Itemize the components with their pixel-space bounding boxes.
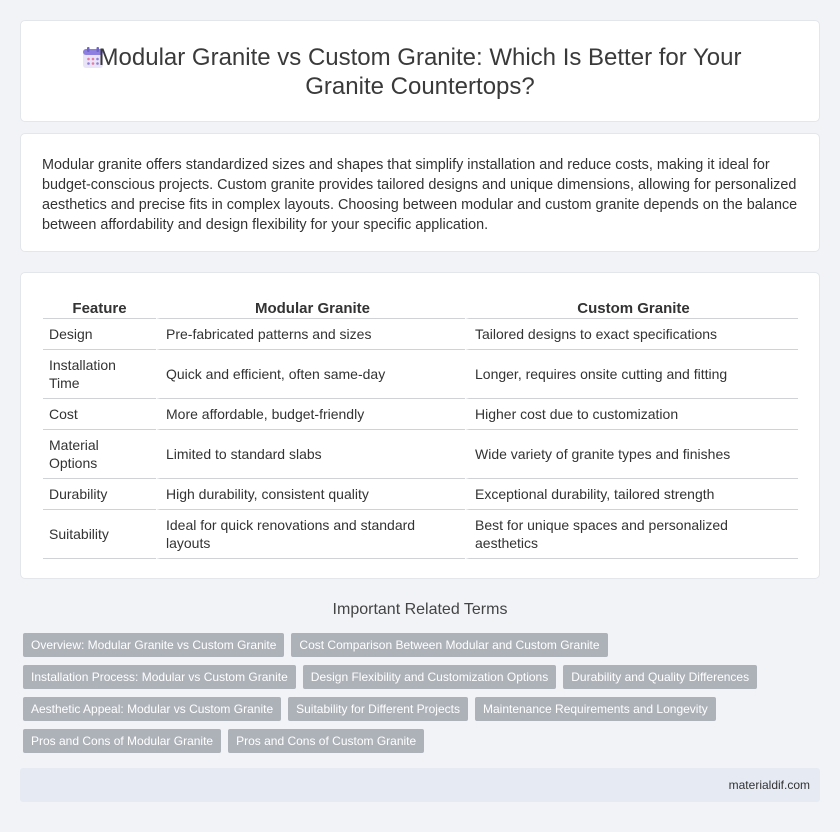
table-cell-modular: Ideal for quick renovations and standard layouts [156,510,465,559]
related-term-tag[interactable]: Cost Comparison Between Modular and Custom Granite [291,633,607,657]
page-title [21,43,819,101]
column-header-custom: Custom Granite [465,295,798,319]
footer [20,768,820,802]
table-row [43,350,798,399]
comparison-table-card [20,272,820,579]
tag-row [23,729,823,753]
related-terms-heading: Important Related Terms [332,601,508,618]
table-cell-feature: Design [43,319,156,350]
table-cell-custom: Higher cost due to customization [465,399,798,430]
table-cell-custom: Exceptional durability, tailored strength [465,479,798,510]
related-term-tag[interactable]: Suitability for Different Projects [288,697,468,721]
table-row [43,479,798,510]
table-cell-modular: High durability, consistent quality [156,479,465,510]
related-term-tag[interactable]: Maintenance Requirements and Longevity [475,697,716,721]
related-term-tag[interactable]: Overview: Modular Granite vs Custom Granite [23,633,284,657]
table-cell-modular: Limited to standard slabs [156,430,465,479]
related-term-tag[interactable]: Pros and Cons of Modular Granite [23,729,221,753]
related-term-tag[interactable]: Durability and Quality Differences [563,665,757,689]
table-header-row [43,295,798,319]
footer-site-link[interactable]: materialdif.com [728,778,810,792]
table-cell-modular: More affordable, budget-friendly [156,399,465,430]
table-row [43,319,798,350]
table-cell-custom: Longer, requires onsite cutting and fitting [465,350,798,399]
table-cell-feature: Durability [43,479,156,510]
table-cell-feature: Material Options [43,430,156,479]
table-row [43,399,798,430]
related-term-tag[interactable]: Aesthetic Appeal: Modular vs Custom Granite [23,697,281,721]
table-cell-custom: Wide variety of granite types and finishes [465,430,798,479]
table-row [43,430,798,479]
table-cell-feature: Installation Time [43,350,156,399]
table-cell-feature: Cost [43,399,156,430]
table-cell-feature: Suitability [43,510,156,559]
table-cell-modular: Quick and efficient, often same-day [156,350,465,399]
related-term-tag[interactable]: Design Flexibility and Customization Options [303,665,556,689]
tag-row [23,697,823,721]
table-cell-custom: Best for unique spaces and personalized aesthetics [465,510,798,559]
page-title-line-2: Granite Countertops? [305,73,535,100]
table-cell-modular: Pre-fabricated patterns and sizes [156,319,465,350]
table-row [43,510,798,559]
tag-row [23,665,823,689]
page-title-line-1: Modular Granite vs Custom Granite: Which Is Better for Your [98,44,742,71]
related-term-tag[interactable]: Installation Process: Modular vs Custom Granite [23,665,296,689]
tag-row [23,633,823,657]
related-term-tag[interactable]: Pros and Cons of Custom Granite [228,729,424,753]
header-card [20,20,820,122]
column-header-modular: Modular Granite [156,295,465,319]
related-terms-tags [23,633,823,761]
intro-card [20,133,820,252]
intro-paragraph: Modular granite offers standardized sizes and shapes that simplify installation and reduce costs, making it ideal for budget-conscious projects. Custom granite provides tailored designs and unique dimensions, allowing for personalized aesthetics and precise fits in complex layouts. Choosing between modular and custom granite depends on the balance between affordability and design flexibility for your specific application. [42,157,798,233]
column-header-feature: Feature [43,295,156,319]
table-cell-custom: Tailored designs to exact specifications [465,319,798,350]
comparison-table [43,295,798,559]
